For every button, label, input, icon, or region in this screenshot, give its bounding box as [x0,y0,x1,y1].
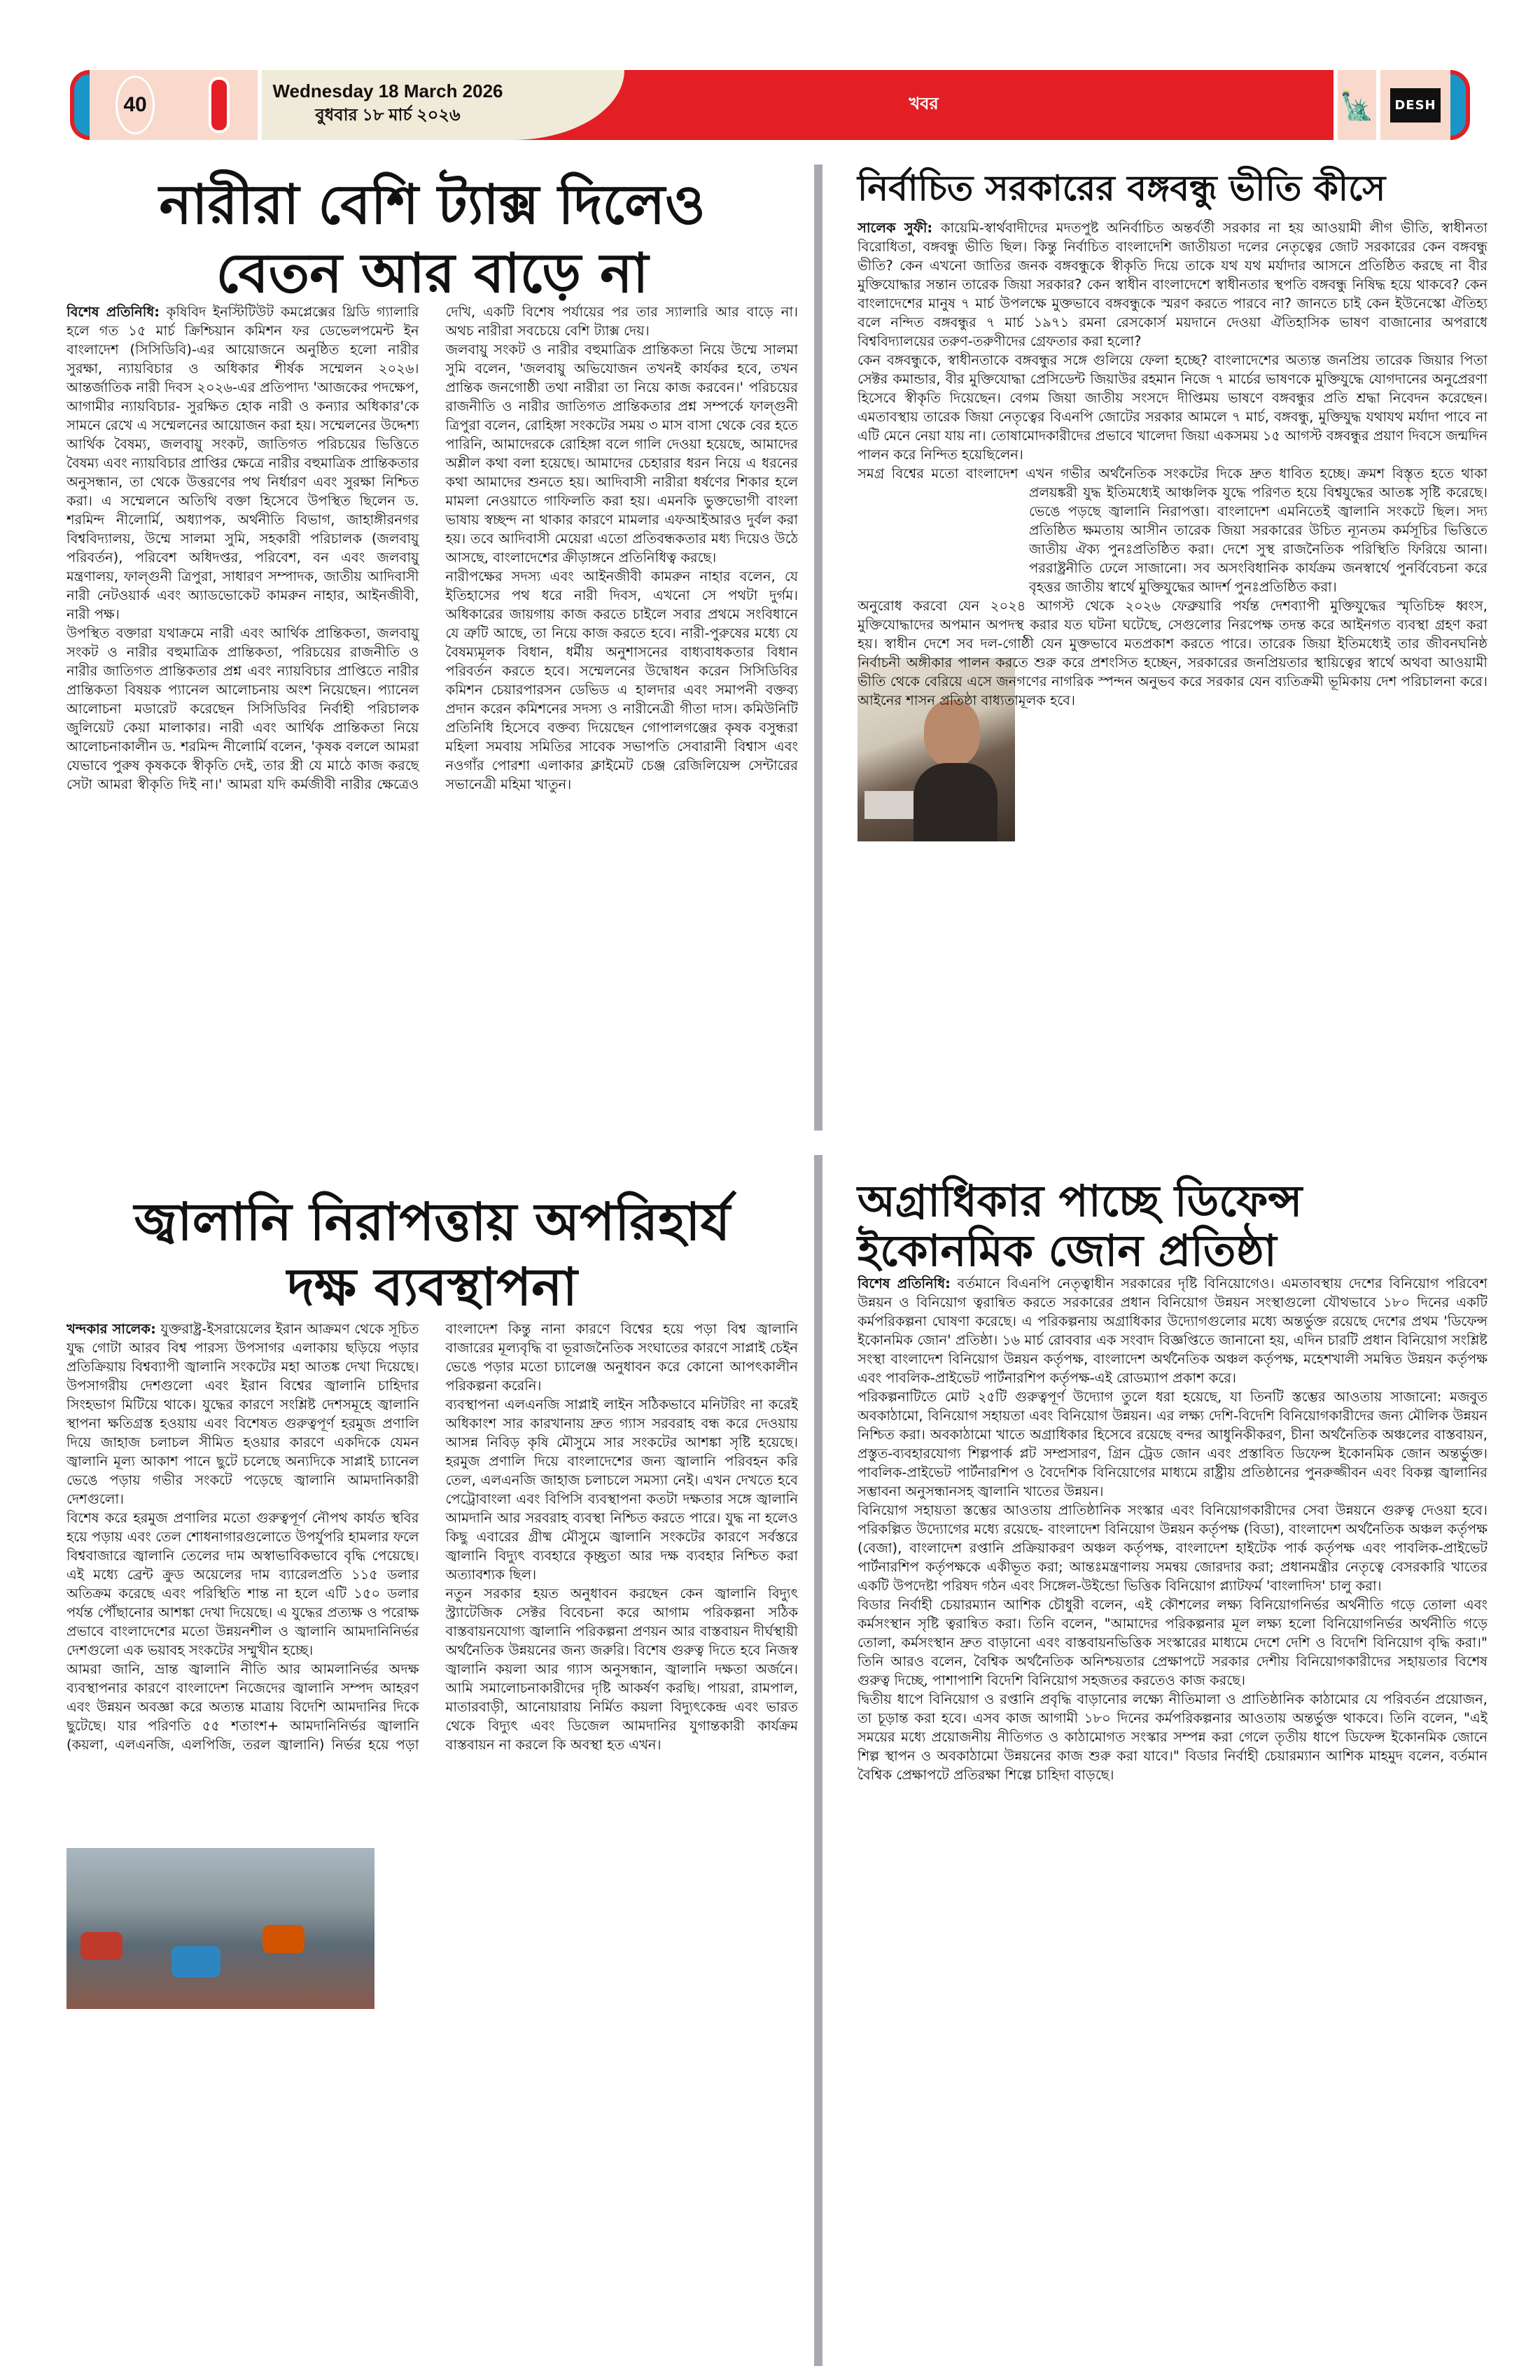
headline-line: অগ্রাধিকার পাচ্ছে ডিফেন্স [858,1175,1303,1226]
section-name: খবর [909,94,939,113]
flag-emblem-icon [181,70,258,140]
article-paragraph: বিশেষ করে হরমুজ প্রণালির মতো গুরুত্বপূর্ণ নৌপথ কার্যত স্থবির হয়ে পড়ায় এবং তেল শোধনাগারগুলোতে উপর্যুপরি হামলার ফলে বিশ্ববাজারে জ্বালানি তেলের দাম অস্বাভাবিকভাবে বৃদ্ধি পেয়েছে। এই মধ্যে ব্রেন্ট ক্রুড অয়েলের দাম ব্যারেলপ্রতি ১১৫ ডলার অতিক্রম করেছে এবং পরিস্থিতি শান্ত না হলে এটি ১৫০ ডলার পর্যন্ত পৌঁছানোর আশঙ্কা দেখা দিয়েছে। এ যুদ্ধের প্রত্যক্ষ ও পরোক্ষ প্রভাবে বাংলাদেশের মতো উন্নয়নশীল ও জ্বালানি আমদানিনির্ভর দেশগুলো এক ভয়াবহ সংকটের সম্মুখীন হচ্ছে। [66,1510,419,1658]
headline-line: নারীরা বেশি ট্যাক্স দিলেও [159,174,706,237]
article-paragraph: কেন বঙ্গবন্ধুকে, স্বাধীনতাকে বঙ্গবন্ধুর সঙ্গে গুলিয়ে ফেলা হচ্ছে? বাংলাদেশের অত্যন্ত জনপ্রিয় তারেক জিয়ার পিতা সেক্টর কমান্ডার, বীর মুক্তিযোদ্ধা প্রেসিডেন্ট জিয়াউর রহমান নিজে ৭ মার্চের ভাষণকে মুক্তিযুদ্ধে যোগদানের অনুপ্রেরণা হিসেবে স্বীকৃতি দিয়েছেন। বেগম জিয়া জাতীয় সংসদে দীপ্তিময় ভাষণে বঙ্গবন্ধুর প্রতি শ্রদ্ধা নিবেদন করেছেন। এমতাবস্থায় তারেক জিয়া নেতৃত্বের বিএনপি জোটের সরকার আমলে ৭ মার্চ, বঙ্গবন্ধু, মুক্তিযুদ্ধ যথাযথ মর্যাদা পাবে না এটি মেনে নেয়া যায় না। তোষামোদকারীদের প্রভাবে খালেদা জিয়া একসময় ১৫ আগস্ট বঙ্গবন্ধুর প্রয়াণ দিবসে জন্মদিন পালন করে নিন্দিত হয়েছিলেন। [858,352,1488,463]
article-body [66,1320,798,2362]
date-english: Wednesday 18 March 2026 [272,80,503,102]
article-headline: নির্বাচিত সরকারের বঙ্গবন্ধু ভীতি কীসে [858,168,1386,209]
article-paragraph: জলবায়ু সংকট ও নারীর বহুমাত্রিক প্রান্তিকতা নিয়ে উম্মে সালমা সুমি বলেন, 'জলবায়ু অভিযোজন তখনই কার্যকর হবে, তখন প্রান্তিক জনগোষ্ঠী তথা নারীরা তা নিয়ে কাজ করবেন।' পরিচয়ের রাজনীতি ও নারীর জাতিগত প্রান্তিকতার প্রশ্ন সম্পর্কে ফাল্গুনী ত্রিপুরা বলেন, রোহিঙ্গা সংকটের সময় ৩ মাস বাসা থেকে বের হতে পারিনি, আমাদেরকে রোহিঙ্গা বলে গালি দেওয়া হয়েছে, আমাদের অশ্লীল কথা বলা হয়েছে। আমাদের চেহারার ধরন নিয়ে এ ধরনের কথা আমাদের শুনতে হয়। আদিবাসী নারীরা ধর্ষণের শিকার হলে মামলা নেওয়াতে গাফিলতি করা হয়। এমনকি ভুক্তভোগী বাংলা ভাষায় স্বচ্ছন্দ না থাকার কারণে মামলার এফআইআরও দুর্বল করা হয়। তবে আদিবাসী মেয়েরা এতো প্রতিবন্ধকতার মধ্য দিয়েও উঠে আসছে, বাংলাদেশের ক্রীড়াঙ্গনে প্রতিনিধিত্ব করছে। [445,342,798,566]
article-paragraph: দ্বিতীয় ধাপে বিনিয়োগ ও রপ্তানি প্রবৃদ্ধি বাড়ানোর লক্ষ্যে নীতিমালা ও প্রাতিষ্ঠানিক কাঠামোর যে পরিবর্তন প্রয়োজন, তা চূড়ান্ত করা হবে। এসব কাজ আগামী ১৮০ দিনের কর্মপরিকল্পনার আওতায় অন্তর্ভুক্ত থাকবে। তিনি বলেন, "এই সময়ের মধ্যে প্রয়োজনীয় নীতিগত ও কাঠামোগত সংস্কার সম্পন্ন করা গেলে তৃতীয় ধাপে ডিফেন্স ইকোনমিক জোনে শিল্প স্থাপন ও অবকাঠামো উন্নয়নের কাজ শুরু করা যাবে।" বিডার নির্বাহী চেয়ারম্যান আশিক মাহমুদ বলেন, বর্তমান বৈশ্বিক প্রেক্ষাপটে প্রতিরক্ষা শিল্পে চাহিদা বাড়ছে। [858,1691,1488,1783]
byline: বিশেষ প্রতিনিধি: [858,1275,951,1292]
banner-left-cap [70,70,90,140]
headline-line: জ্বালানি নিরাপত্তায় অপরিহার্য [134,1192,731,1252]
article-paragraph: উপস্থিত বক্তারা যথাক্রমে নারী এবং আর্থিক প্রান্তিকতা, জলবায়ু সংকট ও নারীর বহুমাত্রিক প্রান্তিকতা, পরিচয়ের রাজনীতি ও নারীর জাতিগত প্রান্তিকতার প্রশ্ন এবং ন্যায়বিচার প্রাপ্তিতে নারীর প্রান্তিকতা বিষয়ক প্যানেল আলোচনায় অংশ নিয়েছেন। প্যানেল আলোচনা মডারেট করেছেন সিসিডিবির নির্বাহী পরিচালক জুলিয়েট কেয়া মালাকার। নারী এবং আর্থিক প্রান্তিকতা নিয়ে আলোচনাকালীন ড. শরমিন্দ নীলোর্মি বলেন, 'কৃষক বললে আমরা যেভাবে পুরুষ কৃষককে স্বীকৃতি দেই, তার স্ত্রী যে মাঠে কাজ করছে সেটা আমরা স্বীকৃতি দিই না।' আমরা যদি কর্মজীবী নারীর ক্ষেত্রেও দেখি, একটি বিশেষ পর্যায়ের পর তার স্যালারি আর বাড়ে না। অথচ নারীরা সবচেয়ে বেশি ট্যাক্স দেয়। [66,304,798,792]
column-divider [814,1155,822,2366]
article-paragraph: বিশেষ প্রতিনিধি: বর্তমানে বিএনপি নেতৃত্বাধীন সরকারের দৃষ্টি বিনিয়োগেও। এমতাবস্থায় দেশের বিনিয়োগ পরিবেশ উন্নয়ন ও বিনিয়োগ ত্বরান্বিত করতে সরকারের প্রধান বিনিয়োগ উন্নয়ন সংস্থাগুলো যৌথভাবে ১৮০ দিনের একটি কর্মপরিকল্পনা ঘোষণা করেছে। এ পরিকল্পনায় অগ্রাধিকার উদ্যোগগুলোর মধ্যে অন্তর্ভুক্ত রয়েছে দেশের প্রথম 'ডিফেন্স ইকোনমিক জোন' প্রতিষ্ঠা। ১৬ মার্চ রোববার এক সংবাদ বিজ্ঞপ্তিতে জানানো হয়, এদিন চারটি প্রধান বিনিয়োগ সংশ্লিষ্ট সংস্থা বাংলাদেশ বিনিয়োগ উন্নয়ন কর্তৃপক্ষ, বাংলাদেশ অর্থনৈতিক অঞ্চল কর্তৃপক্ষ, মহেশখালী সমন্বিত উন্নয়ন কর্তৃপক্ষ এবং পাবলিক-প্রাইভেট পার্টনারশিপ কর্তৃপক্ষ-এই রোডম্যাপ প্রকাশ করে। [858,1275,1488,1386]
byline: খন্দকার সালেক: [66,1321,156,1337]
article-paragraph: অনুরোধ করবো যেন ২০২৪ আগস্ট থেকে ২০২৬ ফেব্রুয়ারি পর্যন্ত দেশব্যাপী মুক্তিযুদ্ধের স্মৃতিচিহ্ন ধ্বংস, মুক্তিযোদ্ধাদের অপমান অপদস্থ করার যত ঘটনা ঘটেছে, সেগুলোর নিরপেক্ষ তদন্ত করে আইনগত ব্যবস্থা গ্রহণ করা হয়। স্বাধীন দেশে সব দল-গোষ্ঠী যেন মুক্তভাবে মতপ্রকাশ করতে পারে। তারেক জিয়া ইতিমধ্যেই তার জীবনঘনিষ্ঠ নির্বাচনী অঙ্গীকার পালন করতে শুরু করে প্রশংসিত হচ্ছেন, সরকারের জনপ্রিয়তার স্থায়িত্বের স্বার্থে অথবা আওয়ামী ভীতি থেকে বেরিয়ে এসে জনগণের নাগরিক স্পন্দন অনুভব করে সরকার যেন ব্যতিক্রমী ভূমিকায় দেশ পরিচালনা করে। আইনের শাসন প্রতিষ্ঠা বাধ্যতামূলক হবে। [858,598,1488,708]
article-body [858,1274,1488,2362]
banner-right-cap [1450,70,1470,140]
article-headline [66,172,798,308]
article-paragraph: ব্যবস্থাপনা এলএনজি সাপ্লাই লাইন সঠিকভাবে মনিটরিং না করেই অধিকাংশ সার কারখানায় দ্রুত গ্যাস সরবরাহ বন্ধ করে দেওয়ায় আসন্ন নিবিড় কৃষি মৌসুমে সার সংকটের আশঙ্কা সৃষ্টি হয়েছে। হরমুজ প্রণালি দিয়ে বাংলাদেশের জন্য জ্বালানি পরিবহন করি তেল, এলএনজি জাহাজ চলাচলে সমস্যা নেই। এখন দেখতে হবে পেট্রোবাংলা এবং বিপিসি ব্যবস্থাপনা কতটা দক্ষতার সঙ্গে জ্বালানি আমদানি আর সরবরাহ ব্যবস্থা নিশ্চিত করতে পারে। যুদ্ধ না হলেও কিছু এবারের গ্রীষ্ম মৌসুমে জ্বালানি সংকটের কারণে সর্বস্তরে জ্বালানি বিদ্যুৎ ব্যবহারে কৃচ্ছ্রতা আর দক্ষ ব্যবহার নিশ্চিত করা অত্যাবশ্যক ছিল। [445,1396,798,1583]
date-bengali: বুধবার ১৮ মার্চ ২০২৬ [315,105,461,125]
byline: বিশেষ প্রতিনিধি: [66,304,160,320]
article-paragraph: বিডার নির্বাহী চেয়ারম্যান আশিক চৌধুরী বলেন, এই কৌশলের লক্ষ্য বিনিয়োগনির্ভর অর্থনীতি গড়ে তোলা এবং কর্মসংস্থান সৃষ্টি ত্বরান্বিত করা। তিনি বলেন, "আমাদের পরিকল্পনার মূল লক্ষ্য হলো বিনিয়োগনির্ভর অর্থনীতি গড়ে তোলা, কর্মসংস্থান দ্রুত বাড়ানো এবং বাস্তবায়নভিত্তিক সংস্কারের মাধ্যমে দেশে দেশি ও বিদেশি বিনিয়োগ বৃদ্ধি করা।" তিনি আরও বলেন, বৈশ্বিক অর্থনৈতিক অনিশ্চয়তার প্রেক্ষাপটে সরকার দেশীয় বিনিয়োগকারীদের সহায়তার বিশেষ গুরুত্ব দিচ্ছে, পাশাপাশি বিদেশি বিনিয়োগ সহজতর করতেও কাজ করছে। [858,1597,1488,1688]
headline-line: বেতন আর বাড়ে না [216,241,649,305]
column-divider [814,164,822,1130]
headline-line: ইকোনমিক জোন প্রতিষ্ঠা [858,1225,1277,1277]
article-paragraph: বিনিয়োগ সহায়তা স্তম্ভের আওতায় প্রাতিষ্ঠানিক সংস্কার এবং বিনিয়োগকারীদের সেবা উন্নয়নে গুরুত্ব দেওয়া হবে। পরিকল্পিত উদ্যোগের মধ্যে রয়েছে- বাংলাদেশ বিনিয়োগ উন্নয়ন কর্তৃপক্ষ (বিডা), বাংলাদেশ অর্থনৈতিক অঞ্চল কর্তৃপক্ষ (বেজা), বাংলাদেশ রপ্তানি প্রক্রিয়াকরণ অঞ্চল কর্তৃপক্ষ, বাংলাদেশ হাইটেক পার্ক কর্তৃপক্ষ এবং পাবলিক-প্রাইভেট পার্টনারশিপ কর্তৃপক্ষকে একীভূত করা; আন্তঃমন্ত্রণালয় সমন্বয় জোরদার করা; প্রধানমন্ত্রীর নেতৃত্বে বেসরকারি খাতের একটি উপদেষ্টা পরিষদ গঠন এবং সিঙ্গেল-উইন্ডো ভিত্তিক বিনিয়োগ প্ল্যাটফর্ম 'বাংলাদিস' চালু করা। [858,1502,1488,1594]
statue-of-liberty-icon: 🗽 [1338,70,1376,140]
page-number: 40 [115,76,155,134]
article-headline [66,1190,798,1320]
article-headline [858,1176,1488,1276]
article-paragraph: নারীপক্ষের সদস্য এবং আইনজীবী কামরুন নাহার বলেন, যে ইতিহাসের পথ ধরে নারী দিবস, এখনো সে পথটা দুর্গম। অধিকারের জায়গায় কাজ করতে চাইলে সবার প্রথমে সংবিধানে যে ত্রুটি আছে, তা নিয়ে কাজ করতে হবে। নারী-পুরুষের মধ্যে যে বৈষম্যমূলক বিধান, ধর্মীয় অনুশাসনের বাধ্যবাধকতার বিধান পরিবর্তন করতে হবে। সম্মেলনের উদ্বোধন করেন সিসিডিবির কমিশন চেয়ারপারসন ডেভিড এ হালদার এবং সমাপনী বক্তব্য প্রদান করেন কমিশনের সদস্য ও নারীনেত্রী গীতা দাস। কমিউনিটি প্রতিনিধি হিসেবে বক্তব্য দিয়েছেন গোপালগঞ্জের কৃষক বসুন্ধরা মহিলা সমবায় সমিতির সাবেক সভাপতি সেবারানী বিশ্বাস এবং নওগাঁর পোরশা এলাকার ক্লাইমেট চেঞ্জ রেজিলিয়েন্স সেন্টারের সভানেত্রী মহিমা খাতুন। [445,568,798,792]
section-band [514,70,1334,140]
article-body [66,302,798,1177]
article-paragraph: পরিকল্পনাটিতে মোট ২৫টি গুরুত্বপূর্ণ উদ্যোগ তুলে ধরা হয়েছে, যা তিনটি স্তম্ভের আওতায় সাজানো: মজবুত অবকাঠামো, বিনিয়োগ সহায়তা এবং বিনিয়োগ উন্নয়ন। এর লক্ষ্য দেশি-বিদেশি বিনিয়োগকারীদের জন্য মৌলিক উন্নয়ন নিশ্চিত করা। অবকাঠামো খাতে অগ্রাধিকার হিসেবে রয়েছে বন্দর আধুনিকীকরণ, চীনা অর্থনৈতিক অঞ্চলের বাস্তবায়ন, প্রস্তুত-ব্যবহারযোগ্য শিল্পপার্ক প্লট সম্প্রসারণ, গ্রিন ট্রেড জোন এবং প্রস্তাবিত ডিফেন্স ইকোনমিক জোন অন্তর্ভুক্ত। পাবলিক-প্রাইভেট পার্টনারশিপ ও বৈদেশিক বিনিয়োগের মাধ্যমে রাষ্ট্রীয় প্রতিষ্ঠানের পুনরুজ্জীবন এবং বিকল্প জ্বালানির সম্ভাবনা অনুসন্ধানসহ জ্বালানি খাতের উন্নয়ন। [858,1389,1488,1499]
article-paragraph: নতুন সরকার হয়ত অনুধাবন করছেন কেন জ্বালানি বিদ্যুৎ স্ট্র্যাটেজিক সেক্টর বিবেচনা করে আগাম পরিকল্পনা সঠিক বাস্তবায়নযোগ্য জ্বালানি পরিকল্পনা প্রণয়ন আর বাস্তবায়ন দীর্ঘস্থায়ী অর্থনৈতিক উন্নয়নের জন্য জরুরি। বিশেষ গুরুত্ব দিতে হবে নিজস্ব জ্বালানি কয়লা আর গ্যাস অনুসন্ধান, জ্বালানি দক্ষতা অর্জনে। আমি সমালোচনাকারীদের দৃষ্টি আকর্ষণ করছি। পায়রা, রামপাল, মাতারবাড়ী, আনোয়ারায় নির্মিত কয়লা বিদ্যুৎকেন্দ্র এবং ভারত থেকে বিদ্যুৎ এবং ডিজেল আমদানির যুগান্তকারী কার্যক্রম বাস্তবায়ন না করলে কি অবস্থা হত এখন। [445,1586,798,1753]
byline: সালেক সুফী: [858,220,933,236]
article-paragraph: সমগ্র বিশ্বের মতো বাংলাদেশ এখন গভীর অর্থনৈতিক সংকটের দিকে দ্রুত ধাবিত হচ্ছে। ক্রমশ বিস্তৃত হতে থাকা প্রলয়ঙ্করী যুদ্ধ ইতিমধ্যেই আঞ্চলিক যুদ্ধে পরিণত হয়ে বিশ্বযুদ্ধের আতঙ্ক সৃষ্টি করেছে। ভেঙে পড়ছে জ্বালানি নিরাপত্তা। বাংলাদেশ এমনিতেই জ্বালানি সংকটে ছিল। সদ্য প্রতিষ্ঠিত ক্ষমতায় আসীন তারেক জিয়া সরকারের উচিত ন্যূনতম কর্মসূচির ভিত্তিতে জাতীয় ঐক্য পুনঃপ্রতিষ্ঠিত করা। দেশে সুস্থ রাজনৈতিক পরিস্থিতি ফিরিয়ে আনা। পররাষ্ট্রনীতি ঢেলে সাজানো। সব অসংবিধানিক কার্যক্রম জনস্বার্থে পুনর্বিবেচনা করে বৃহত্তর জাতীয় স্বার্থে মুক্তিযুদ্ধের আদর্শ পুনঃপ্রতিষ্ঠিত করা। [858,465,1488,595]
article-body [858,218,1488,1128]
newspaper-logo: DESH [1380,70,1450,140]
page-number-box [90,70,181,140]
page-header-banner [70,70,1470,140]
date-box [262,70,514,140]
article-paragraph: খন্দকার সালেক: যুক্তরাষ্ট্র-ইসরায়েলের ইরান আক্রমণ থেকে সূচিত যুদ্ধ গোটা আরব বিশ্ব পারস্য উপসাগর এলাকায় ছড়িয়ে পড়ার প্রতিক্রিয়ায় বিশ্বব্যাপী জ্বালানি সংকটের মহা আতঙ্ক দেখা দিয়েছে। উপসাগরীয় দেশগুলো এবং ইরান বিশ্বের জ্বালানি চাহিদার সিংহভাগ মিটিয়ে থাকে। যুদ্ধের কারণে সংশ্লিষ্ট দেশসমূহে জ্বালানি স্থাপনা ক্ষতিগ্রস্ত হওয়ায় এবং বিশেষত গুরুত্বপূর্ণ হরমুজ প্রণালি দিয়ে জাহাজ চলাচল সীমিত হওয়ার কারণে একদিকে যেমন জ্বালানি মূল্য আকাশ পানে ছুটে চলেছে অন্যদিকে সাপ্লাই চ্যানেল ভেঙে পড়ায় গভীর সংকটে পড়েছে জ্বালানি আমদানিকারী দেশগুলো। [66,1321,419,1507]
article-paragraph: বিশেষ প্রতিনিধি: কৃষিবিদ ইনস্টিটিউট কমপ্লেক্সের থ্রিডি গ্যালারি হলে গত ১৫ মার্চ ক্রিশ্চিয়ান কমিশন ফর ডেভেলপমেন্ট ইন বাংলাদেশ (সিসিডিবি)-এর আয়োজনে অনুষ্ঠিত হলো নারীর সুরক্ষা, ন্যায়বিচার ও অধিকার শীর্ষক সম্মেলন ২০২৬। আন্তর্জাতিক নারী দিবস ২০২৬-এর প্রতিপাদ্য 'আজকের পদক্ষেপ, আগামীর ন্যায়বিচার- সুরক্ষিত হোক নারী ও কন্যার অধিকার'কে সামনে রেখে এ সম্মেলনের আয়োজন করা হয়। সম্মেলনের উদ্দেশ্য আর্থিক বৈষম্য, জলবায়ু সংকট, জাতিগত পরিচয়ের ভিত্তিতে বৈষম্য এবং ন্যায়বিচার প্রাপ্তির ক্ষেত্রে নারীর বহুমাত্রিক প্রান্তিকতার অনুসন্ধান, তা থেকে উত্তরণের পথ নির্ধারণ এবং সুরক্ষা নিশ্চিত করা। এ সম্মেলনে অতিথি বক্তা হিসেবে উপস্থিত ছিলেন ড. শরমিন্দ নীলোর্মি, অধ্যাপক, অর্থনীতি বিভাগ, জাহাঙ্গীরনগর বিশ্ববিদ্যালয়, উম্মে সালমা সুমি, সহকারী পরিচালক (জলবায়ু পরিবর্তন), পরিবেশ অধিদপ্তর, পরিবেশ, বন এবং জলবায়ু মন্ত্রণালয়, ফাল্গুনী ত্রিপুরা, সাধারণ সম্পাদক, জাতীয় আদিবাসী নারী নেটওয়ার্ক এবং অ্যাডভোকেট কামরুন নাহার, আইনজীবী, নারী পক্ষ। [66,304,419,622]
article-paragraph: আমরা জানি, ভ্রান্ত জ্বালানি নীতি আর আমলানির্ভর অদক্ষ ব্যবস্থাপনার কারণে বাংলাদেশ নিজেদের জ্বালানি সম্পদ আহরণ এবং উন্নয়ন অবজ্ঞা করে অত্যন্ত মাত্রায় বিদেশি আমদানির দিকে ছুটেছে। যার পরিণতি ৫৫ শতাংশ+ আমদানিনির্ভর জ্বালানি (কয়লা, এলএনজি, এলপিজি, তরল জ্বালানি) নির্ভর হয়ে পড়া বাংলাদেশ কিন্তু নানা কারণে বিশ্বের হয়ে পড়া বিশ্ব জ্বালানি বাজারের মূল্যবৃদ্ধি বা ভূরাজনৈতিক সংঘাতের কারণে সাপ্লাই চেইন ভেঙে পড়ার মতো চ্যালেঞ্জ অনুধাবন করে কোনো আপৎকালীন পরিকল্পনা করেনি। [66,1321,798,1753]
article-paragraph: সালেক সুফী: কায়েমি-স্বার্থবাদীদের মদতপুষ্ট অনির্বাচিত অন্তর্বর্তী সরকার না হয় আওয়ামী লীগ ভীতি, স্বাধীনতা বিরোধিতা, বঙ্গবন্ধু ভীতি ছিল। কিন্তু নির্বাচিত বাংলাদেশি জাতীয়তা দলের নেতৃত্বের জোট সরকারের কেন বঙ্গবন্ধু ভীতি? কেন এখনো জাতির জনক বঙ্গবন্ধুকে স্বীকৃতি দিয়ে তাকে যথ যথ মর্যাদার আসনে প্রতিষ্ঠিত করছে না বীর মুক্তিযোদ্ধার সন্তান তারেক জিয়া সরকার? কেন স্বাধীন বাংলাদেশে স্বাধীনতার স্থপতি বঙ্গবন্ধু নিষিদ্ধ হয়ে থাকবে? কেন বাংলাদেশের মানুষ ৭ মার্চ উপলক্ষে মুক্তভাবে বঙ্গবন্ধুকে স্মরণ করতে পারবে না? জানতে চাই কেন ইউনেস্কো ঐতিহ্য বলে নন্দিত বঙ্গবন্ধুর ৭ মার্চ ১৯৭১ রমনা রেসকোর্স ময়দানে দেওয়া ঐতিহাসিক ভাষণ বাজানোর অপরাধে বিশ্ববিদ্যালয়ের তরুণ-তরুণীদের গ্রেফতার করা হলো? [858,220,1488,349]
headline-line: দক্ষ ব্যবস্থাপনা [287,1256,578,1317]
